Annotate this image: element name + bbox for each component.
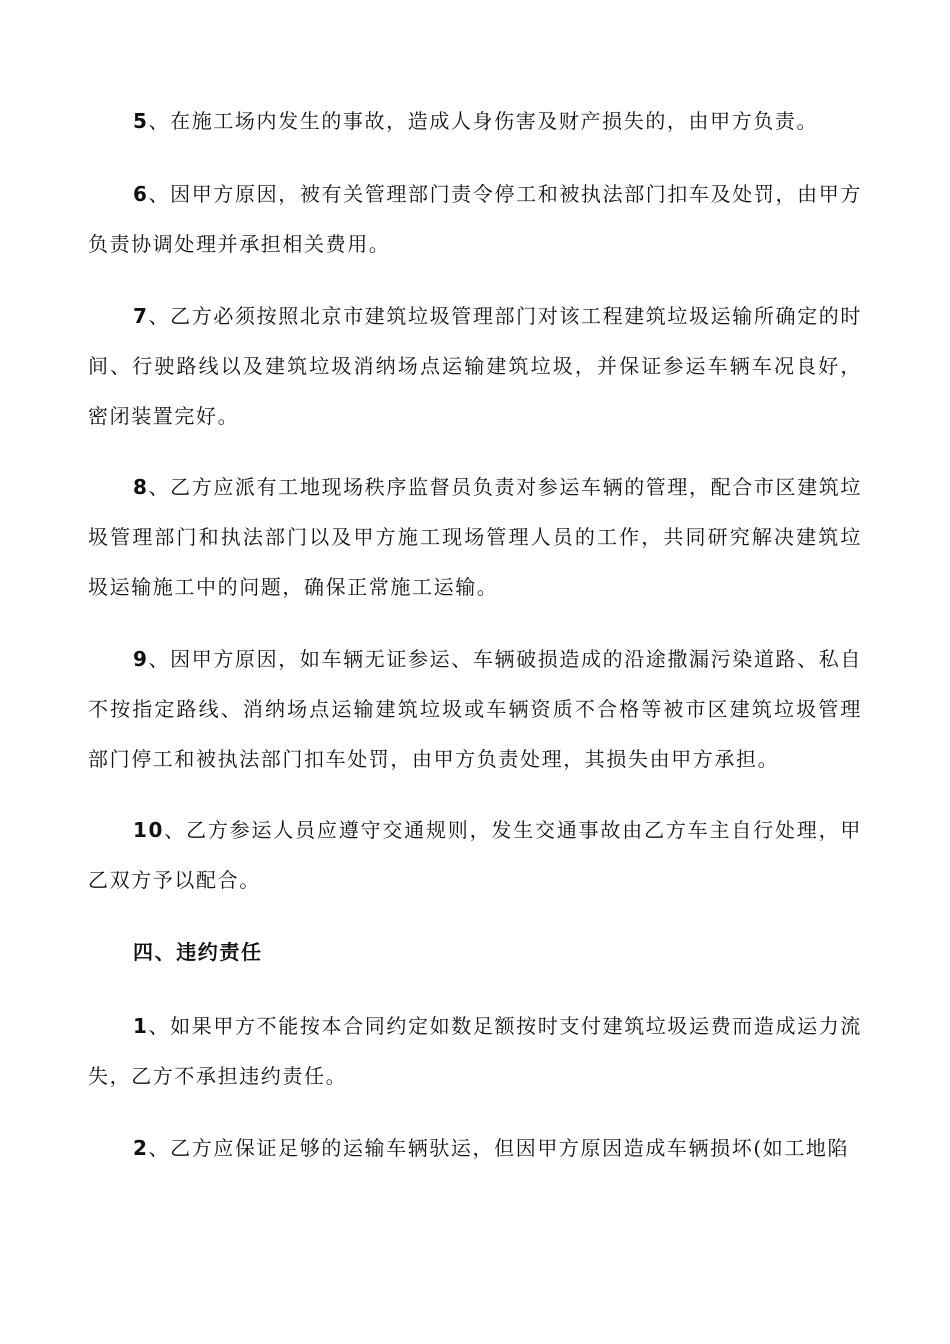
clause-text: 、因甲方原因，如车辆无证参运、车辆破损造成的沿途撒漏污染道路、私自不按指定路线、消纳场点运输建筑垃圾或车辆资质不合格等被市区建筑垃圾管理部门停工和被执法部门扣车处罚，由甲方负责处理，其损失由甲方承担。 xyxy=(88,647,862,771)
clause-number: 6 xyxy=(133,182,149,206)
clause-number: 10 xyxy=(133,818,165,842)
clause-number: 2 xyxy=(133,1136,149,1160)
clause-text: 、如果甲方不能按本合同约定如数足额按时支付建筑垃圾运费而造成运力流失，乙方不承担违约责任。 xyxy=(88,1014,862,1088)
breach-clause-2 xyxy=(88,1123,862,1173)
clause-text: 、乙方必须按照北京市建筑垃圾管理部门对该工程建筑垃圾运输所确定的时间、行驶路线以及建筑垃圾消纳场点运输建筑垃圾，并保证参运车辆车况良好，密闭装置完好。 xyxy=(88,304,862,428)
clause-number: 7 xyxy=(133,304,149,328)
clause-number: 9 xyxy=(133,647,149,671)
clause-9 xyxy=(88,634,862,784)
clause-number: 1 xyxy=(133,1014,149,1038)
clause-text: 、乙方参运人员应遵守交通规则，发生交通事故由乙方车主自行处理，甲乙双方予以配合。 xyxy=(88,818,862,892)
clause-number: 5 xyxy=(133,109,149,133)
clause-10 xyxy=(88,805,862,905)
clause-number: 8 xyxy=(133,475,149,499)
clause-8 xyxy=(88,462,862,612)
clause-text: 、乙方应保证足够的运输车辆驮运，但因甲方原因造成车辆损坏(如工地陷 xyxy=(148,1136,850,1160)
breach-clause-1 xyxy=(88,1001,862,1101)
section-heading: 四、违约责任 xyxy=(133,940,263,964)
clause-text: 、在施工场内发生的事故，造成人身伤害及财产损失的，由甲方负责。 xyxy=(148,109,819,133)
clause-text: 、因甲方原因，被有关管理部门责令停工和被执法部门扣车及处罚，由甲方负责协调处理并承担相关费用。 xyxy=(88,182,862,256)
clause-5 xyxy=(88,96,862,146)
clause-7 xyxy=(88,291,862,441)
clause-text: 、乙方应派有工地现场秩序监督员负责对参运车辆的管理，配合市区建筑垃圾管理部门和执法部门以及甲方施工现场管理人员的工作，共同研究解决建筑垃圾运输施工中的问题，确保正常施工运输。 xyxy=(88,475,862,599)
clause-6 xyxy=(88,169,862,269)
